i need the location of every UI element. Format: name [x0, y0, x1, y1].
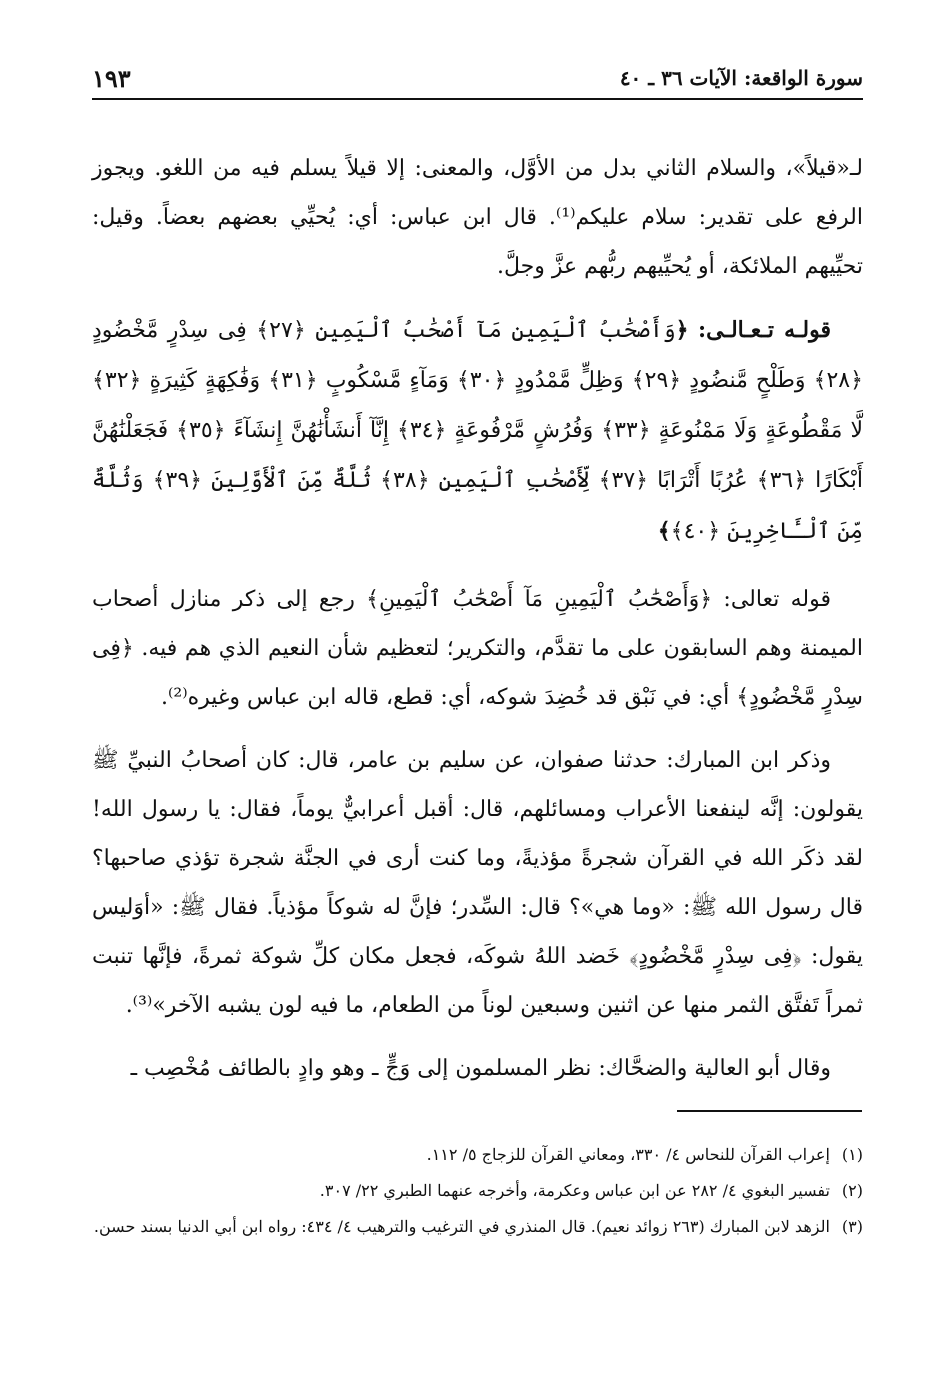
footnote-text: الزهد لابن المبارك (٢٦٣ زوائد نعيم). قال المنذري في الترغيب والترهيب ٤/ ٤٣٤: رواه ابن أبي الدنيا بسند حسن.: [93, 1217, 830, 1236]
footnote-number: (٣): [841, 1217, 863, 1236]
header-rule: [92, 98, 863, 100]
quran-verses: وَأَصْحَٰبُ ٱلْيَمِينِ مَآ أَصْحَٰبُ ٱلْيَمِينِ ﴿٢٧﴾ فِى سِدْرٍ مَّخْضُودٍ ﴿٢٨﴾ وَطَلْحٍ مَّنضُودٍ ﴿٢٩﴾ وَظِلٍّ مَّمْدُودٍ ﴿٣٠﴾ وَمَآءٍ مَّسْكُوبٍ ﴿٣١﴾ وَفَٰكِهَةٍ كَثِيرَةٍ ﴿٣٢﴾ لَّا مَقْطُوعَةٍ وَلَا مَمْنُوعَةٍ ﴿٣٣﴾ وَفُرُشٍ مَّرْفُوعَةٍ ﴿٣٤﴾ إِنَّآ أَنشَأْنَٰهُنَّ إِنشَآءً ﴿٣٥﴾ فَجَعَلْنَٰهُنَّ أَبْكَارًا ﴿٣٦﴾ عُرُبًا أَتْرَابًا ﴿٣٧﴾ لِّأَصْحَٰبِ ٱلْيَمِينِ ﴿٣٨﴾ ثُلَّةٌ مِّنَ ٱلْأَوَّلِينَ ﴿٣٩﴾ وَثُلَّةٌ مِّنَ ٱلْـَٔاخِرِينَ ﴿٤٠﴾: [92, 318, 864, 544]
running-title: سورة الواقعة: الآيات ٣٦ ـ ٤٠: [619, 66, 863, 90]
quran-passage: [92, 305, 863, 557]
paragraph-commentary-1: قوله تعالى: ﴿وَأَصْحَٰبُ ٱلْيَمِينِ مَآ أَصْحَٰبُ ٱلْيَمِينِ﴾ رجع إلى ذكر منازل أصحاب الميمنة وهم السابقون على ما تقدَّم، والتكرير؛ لتعظيم شأن النعيم الذي هم فيه. ﴿فِى سِدْرٍ مَّخْضُودٍ﴾ أي: في نَبْق قد خُضِدَ شوكه، أي: قطع، قاله ابن عباس وغيره⁽²⁾.: [92, 587, 863, 710]
paragraph-commentary-2: وذكر ابن المبارك: حدثنا صفوان، عن سليم بن عامر، قال: كان أصحابُ النبيِّ ﷺ يقولون: إنَّه لينفعنا الأعراب ومسائلهم، قال: أقبل أعرابيٌّ يوماً، فقال: يا رسول الله! لقد ذكَر الله في القرآن شجرةً مؤذيةً، وما كنت أرى في الجنَّة شجرة تؤذي صاحبها؟ قال رسول الله ﷺ: «وما هي»؟ قال: السِّدر؛ فإنَّ له شوكاً مؤذياً. فقال ﷺ: «أوَليس يقول: ﴿فِى سِدْرٍ مَّخْضُودٍ﴾ خَضد اللهُ شوكَه، فجعل مكان كلِّ شوكة ثمرةً، فإنَّها تنبت ثمراً تَفتَّق الثمر منها عن اثنين وسبعين لوناً من الطعام، ما فيه لون يشبه الآخر»⁽³⁾.: [92, 748, 863, 1018]
page-header: [92, 62, 863, 102]
footnote-number: (٢): [841, 1181, 863, 1200]
paragraph-commentary-3: وقال أبو العالية والضحَّاك: نظر المسلمون إلى وَجٍّ ـ وهو وادٍ بالطائف مُخْصِب ـ: [130, 1056, 831, 1081]
page-body: [92, 144, 863, 1107]
quran-close-bracket: ﴾: [657, 518, 671, 544]
quran-label: قولـه تـعـالـى:: [698, 317, 832, 343]
footnote-2: [92, 1176, 863, 1206]
footnote-text: إعراب القرآن للنحاس ٤/ ٣٣٠، ومعاني القرآن للزجاج ٥/ ١١٢.: [426, 1145, 830, 1164]
footnotes: [92, 1140, 863, 1248]
footnote-number: (١): [841, 1145, 863, 1164]
footnote-1: [92, 1140, 863, 1170]
footnote-separator: [677, 1110, 862, 1112]
paragraph-intro: لـ«قيلاً»، والسلام الثاني بدل من الأوَّل، والمعنى: إلا قيلاً يسلم فيه من اللغو. ويجوز الرفع على تقدير: سلام عليكم⁽¹⁾. قال ابن عباس: أي: يُحيِّي بعضهم بعضاً. وقيل: تحيِّيهم الملائكة، أو يُحيِّيهم ربُّهم عزَّ وجلَّ.: [92, 156, 863, 279]
footnote-text: تفسير البغوي ٤/ ٢٨٢ عن ابن عباس وعكرمة، وأخرجه عنهما الطبري ٢٢/ ٣٠٧.: [319, 1181, 830, 1200]
footnote-3: [92, 1212, 863, 1242]
page-number: ١٩٣: [92, 64, 131, 93]
quran-open-bracket: ﴿: [675, 317, 689, 343]
